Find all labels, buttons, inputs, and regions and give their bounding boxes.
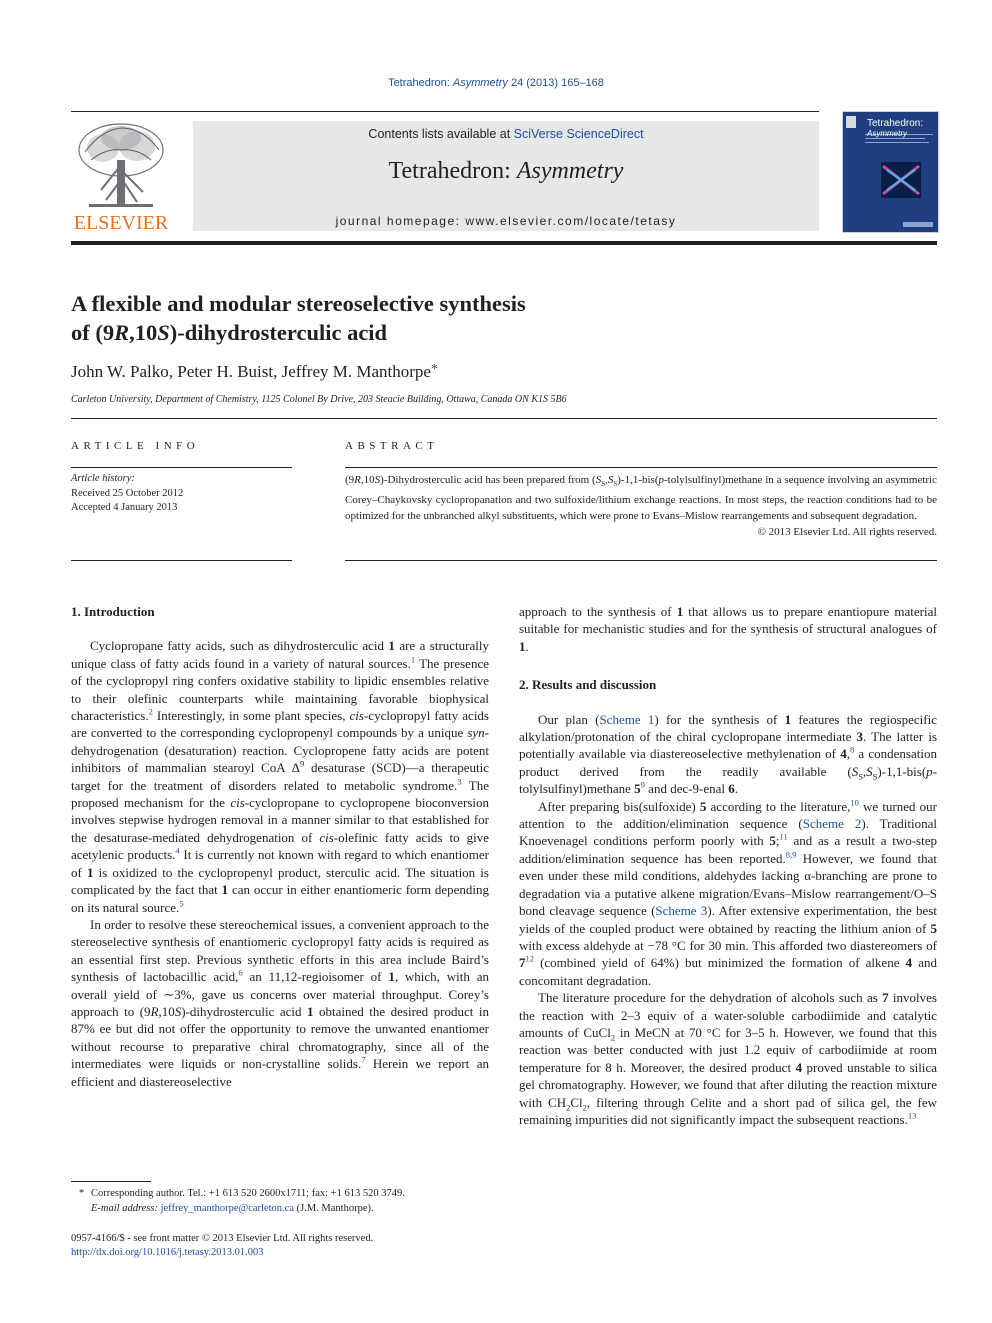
title-rule <box>71 418 937 419</box>
elsevier-wordmark: ELSEVIER <box>73 212 169 234</box>
abstract-heading: ABSTRACT <box>345 440 439 452</box>
author-list: John W. Palko, Peter H. Buist, Jeffrey M. Manthorpe* <box>71 362 438 381</box>
abstract-top-rule <box>345 467 937 468</box>
body-left-column <box>71 603 489 1090</box>
homepage-link[interactable]: www.elsevier.com/locate/tetasy <box>465 214 677 228</box>
journal-citation: Tetrahedron: Asymmetry 24 (2013) 165–168 <box>388 77 604 89</box>
body-right-column <box>519 603 937 1128</box>
abstract-bottom-rule <box>345 560 937 561</box>
footnote: * Corresponding author. Tel.: +1 613 520 2600x1711; fax: +1 613 520 3749. E-mail address: jeffrey_manthorpe@carleton.ca (J.M. Manthorpe). <box>79 1188 405 1214</box>
intro-paragraph-1: Cyclopropane fatty acids, such as dihydrosterculic acid 1 are a structurally unique class of fatty acids found in a variety of natural sources.$^1$ The presence of the cyclopropyl ring confers oxidative stability to lipidic ensembles relative to their olefinic counterparts while maintaining favorable biophysical characteristics.$^2$ Interestingly, in some plant species, cis-cyclopropyl fatty acids are converted to the corresponding cyclopropenyl compounds by a unique syn-dehydrogenation (desaturation) reaction. Cyclopropene fatty acids are potent inhibitors of mammalian stearoyl CoA $\Delta^9$ desaturase (SCD)—a therapeutic target for the treatment of disorders related to metabolic syndrome.$^3$ The proposed mechanism for the cis-cyclopropane to cyclopropene bioconversion involves stepwise hydrogen removal in a manner similar to that established for the desaturase-mediated dehydrogenation of cis-olefinic fatty acids to give acetylenic products.$^4$ It is currently not known with regard to which enantiomer of 1 is oxidized to the cyclopropenyl product, sterculic acid. The situation is complicated by the fact that 1 can occur in either enantiomeric form depending on its natural source.$^5$ <box>71 638 490 915</box>
contents-line: Contents lists available at SciVerse ScienceDirect <box>368 127 644 141</box>
publication-info: 0957-4166/$ - see front matter © 2013 Elsevier Ltd. All rights reserved. http://dx.doi.org/10.1016/j.tetasy.2013.01.003 <box>71 1233 374 1258</box>
journal-masthead <box>193 121 819 231</box>
header-top-rule <box>71 111 819 112</box>
results-heading: 2. Results and discussion <box>519 677 657 693</box>
abstract-text: (9R,10S)-Dihydrosterculic acid has been prepared from $(S_S,S_S)-1,1-bis(p-tolylsulfinyl)methane$ in a sequence involving an asymmetric Corey–Chaykovsky cyclopropanation and two sulfoxide/lithium exchange reactions. In most steps, the reaction conditions had to be optimized for the unbranched alkyl substituents, which were prone to Evans–Mislow rearrangements and subsequent degradation. © 2013 Elsevier Ltd. All rights reserved. <box>345 473 937 540</box>
abstract-copyright: © 2013 Elsevier Ltd. All rights reserved. <box>757 525 937 538</box>
article-info-bottom-rule <box>71 560 292 561</box>
corresponding-author-link[interactable]: * <box>430 362 438 377</box>
results-paragraph-1: Our plan (Scheme 1) for the synthesis of 1 features the regiospecific alkylation/protonation of the chiral cyclopropane intermediate 3. The latter is potentially available via diastereoselective methylenation of 4,$^8$ a condensation product derived from the readily available $(S_S,S_S)-1,1-bis(p-tolylsulfinyl)methane$ $5^9$ and dec-9-enal 6. <box>519 711 938 797</box>
article-history: Article history: Received 25 October 2012 Accepted 4 January 2013 <box>71 473 184 513</box>
affiliation: Carleton University, Department of Chemistry, 1125 Colonel By Drive, 203 Steacie Building, Ottawa, Canada ON K1S 5B6 <box>71 394 567 405</box>
scheme-2-link[interactable]: Scheme 2 <box>802 816 862 832</box>
journal-cover-thumbnail <box>842 111 939 233</box>
results-paragraph-3: The literature procedure for the dehydration of alcohols such as 7 involves the reaction with 2–3 equiv of a water-soluble carbodiimide and catalytic amounts of CuCl$_2$ in MeCN at 70 °C for 3–5 h. However, we found that this reaction was better conducted with just 1.2 equiv of carbodiimide at room temperature for 8 h. Moreover, the desired product 4 proved unstable to silica gel chromatography. However, we found that after diluting the reaction mixture with $CH_2Cl_2$, filtering through Celite and a short pad of silica gel, the few remaining impurities did not significantly impact the subsequent reactions.$^{13}$ <box>519 990 938 1127</box>
intro-paragraph-2-continued: approach to the synthesis of 1 that allows us to prepare enantiopure material suitable for mechanistic studies and for the synthesis of structural analogues of 1. <box>519 604 937 654</box>
journal-title: Tetrahedron: Asymmetry <box>388 158 624 184</box>
doi-link[interactable]: http://dx.doi.org/10.1016/j.tetasy.2013.01.003 <box>71 1247 264 1258</box>
cover-title: Tetrahedron: Asymmetry <box>867 118 924 138</box>
scheme-3-link[interactable]: Scheme 3 <box>655 903 708 919</box>
intro-paragraph-2: In order to resolve these stereochemical issues, a convenient approach to the stereoselective synthesis of enantiomeric cyclopropyl fatty acids is required as an essential first step. Previous synthetic efforts in this area include Baird’s synthesis of lactobacillic acid,$^6$ an 11,12-regioisomer of 1, which, with an overall yield of ∼3%, gave us concerns over material throughput. Corey’s approach to (9R,10S)-dihydrosterculic acid 1 obtained the desired product in 87% ee but did not offer the opportunity to remove the unwanted enantiomer without recourse to preparative chiral chromatography, since all of the intermediates were liquids or non-crystalline solids.$^7$ Herein we report an efficient and diastereoselective <box>71 916 489 1089</box>
journal-homepage: journal homepage: www.elsevier.com/locate/tetasy <box>335 214 677 228</box>
email-link[interactable]: jeffrey_manthorpe@carleton.ca <box>160 1202 294 1214</box>
sciencedirect-link[interactable]: SciVerse ScienceDirect <box>513 127 644 141</box>
article-title: A flexible and modular stereoselective synthesis of (9R,10S)-dihydrosterculic acid <box>71 291 526 345</box>
article-info-heading: ARTICLE INFO <box>71 440 200 452</box>
results-paragraph-2: After preparing bis(sulfoxide) 5 according to the literature,$^{10}$ we turned our attention to the addition/elimination sequence (Scheme 2). Traditional Knoevenagel conditions perform poorly with 5;$^{11}$ and as a result a two-step addition/elimination sequence has been reported.$^{8,9}$ However, we found that even under these mild conditions, aldehydes lacking α-branching are prone to degradation via a putative alkene migration/Evans–Mislow rearrangement/O–S bond cleavage sequence (Scheme 3). After extensive experimentation, the best yields of the coupled product were obtained by reacting the lithium anion of 5 with excess aldehyde at −78 °C for 30 min. This afforded two diastereomers of $7^{12}$ (combined yield of 64%) but minimized the formation of alkene 4 and concomitant degradation. <box>519 797 938 988</box>
footnote-rule <box>71 1181 151 1182</box>
scheme-1-link[interactable]: Scheme 1 <box>599 711 655 727</box>
header-bottom-rule <box>71 241 937 245</box>
article-info-top-rule <box>71 467 292 468</box>
introduction-heading: 1. Introduction <box>71 604 155 619</box>
